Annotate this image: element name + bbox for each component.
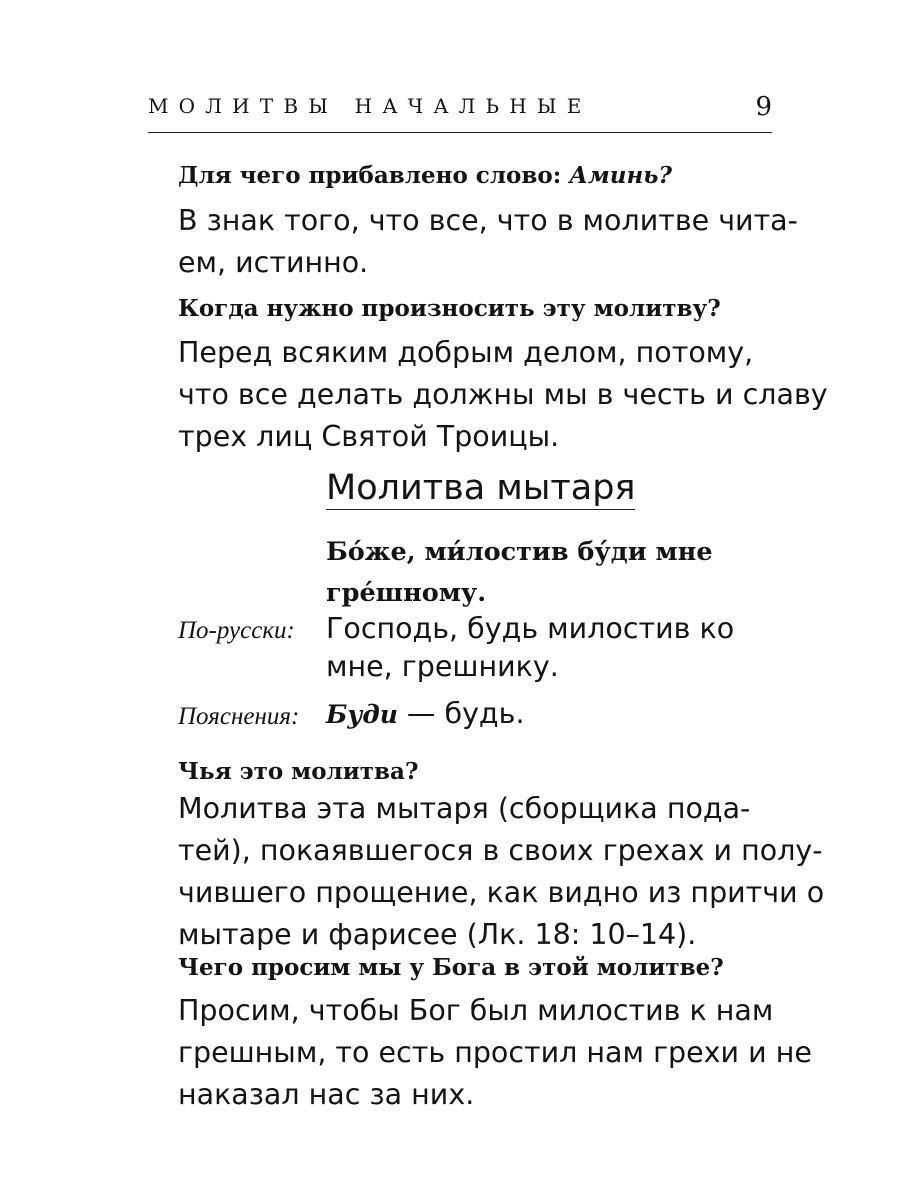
answer-line: тей), покаявшегося в своих грехах и полу- <box>178 834 823 867</box>
question-whose: Чья это молитва? <box>178 758 419 785</box>
translation-line: Господь, будь милостив ко <box>326 612 735 645</box>
explanation-term: Буди <box>326 700 398 729</box>
page-number: 9 <box>755 92 772 122</box>
answer-line: трех лиц Святой Троицы. <box>178 420 560 453</box>
answer-what <box>178 990 812 1116</box>
prayer-line: Бо́же, ми́лостив бу́ди мне <box>326 537 713 567</box>
prayer-text <box>326 532 713 614</box>
answer-amen <box>178 200 798 284</box>
running-head <box>148 92 772 132</box>
answer-line: что все делать должны мы в честь и славу <box>178 378 828 411</box>
explanation-label: Пояснения: <box>178 703 300 730</box>
question-what: Чего просим мы у Бога в этой молитве? <box>178 954 724 981</box>
answer-when <box>178 332 828 458</box>
answer-line: В знак того, что все, что в молитве чита- <box>178 204 798 237</box>
section-title: Молитва мытаря <box>326 468 636 508</box>
answer-line: наказал нас за них. <box>178 1078 475 1111</box>
answer-line: Просим, чтобы Бог был милостив к нам <box>178 994 774 1027</box>
answer-whose <box>178 788 824 956</box>
question-amen-prefix: Для чего прибавлено слово: <box>178 162 570 189</box>
answer-line: Перед всяким добрым делом, потому, <box>178 336 754 369</box>
translation-line: мне, грешнику. <box>326 650 559 683</box>
explanation-meaning: — будь. <box>397 697 525 730</box>
answer-line: чившего прощение, как видно из притчи о <box>178 876 825 909</box>
answer-line: мытаре и фарисее (Лк. 18: 10–14). <box>178 918 697 951</box>
question-when: Когда нужно произносить эту молитву? <box>178 295 721 322</box>
question-amen <box>178 162 672 189</box>
russian-translation <box>326 610 734 686</box>
prayer-line: гре́шному. <box>326 578 487 608</box>
running-title: МОЛИТВЫ НАЧАЛЬНЫЕ <box>148 94 592 118</box>
answer-line: Молитва эта мытаря (сборщика пода- <box>178 792 751 825</box>
russian-label: По-русски: <box>178 617 295 644</box>
answer-line: ем, истинно. <box>178 246 369 279</box>
header-rule <box>148 132 772 133</box>
question-amen-word: Аминь? <box>569 162 672 189</box>
explanation-value <box>326 697 525 730</box>
answer-line: грешным, то есть простил нам грехи и не <box>178 1036 812 1069</box>
